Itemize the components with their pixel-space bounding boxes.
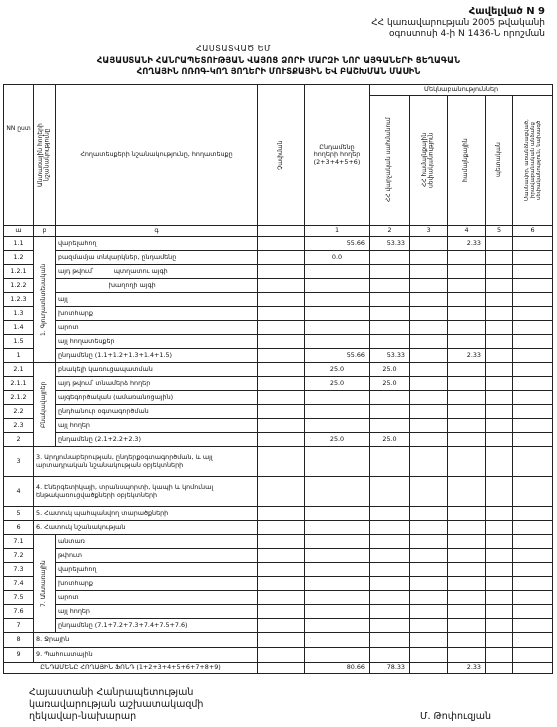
grand-total-value: 80.66 xyxy=(305,663,370,674)
group-label-forest: 7. Անտառային xyxy=(34,535,56,633)
row-number: 2.1.2 xyxy=(4,391,34,405)
grand-total-c2: 78.33 xyxy=(370,663,410,674)
table-row xyxy=(4,535,553,549)
col-header-group: Մեկնաբանություններ xyxy=(370,85,553,96)
table-row xyxy=(4,321,553,335)
row-c2: 53.33 xyxy=(370,349,410,363)
group-label-agricultural: 1. Գյուղատնտեսական xyxy=(34,237,56,363)
table-row xyxy=(4,349,553,363)
row-name: այլ հողատեսքեր xyxy=(56,335,258,349)
row-name: արոտ xyxy=(56,591,258,605)
row-number: 1.2.3 xyxy=(4,293,34,307)
index-cell: 2 xyxy=(370,226,410,237)
row-number: 2.3 xyxy=(4,419,34,433)
row-number: 7.3 xyxy=(4,563,34,577)
col-header-land-type: Անտառային հողերի նշանակությունը xyxy=(34,85,56,226)
table-row xyxy=(4,293,553,307)
row-number: 3 xyxy=(4,447,34,477)
table-row xyxy=(4,507,553,521)
row-number: 1.4 xyxy=(4,321,34,335)
row-name: ընդամենը (7.1+7.2+7.3+7.4+7.5+7.6) xyxy=(56,619,258,633)
table-row xyxy=(4,648,553,663)
row-number: 1.3 xyxy=(4,307,34,321)
row-number: 2.1 xyxy=(4,363,34,377)
row-number: 1.2.1 xyxy=(4,265,34,279)
land-balance-table xyxy=(3,84,553,674)
row-name: ընդամենը (2.1+2.2+2.3) xyxy=(56,433,258,447)
table-row xyxy=(4,265,553,279)
col-header-c4: համայնքային xyxy=(448,95,486,225)
row-number: 7.4 xyxy=(4,577,34,591)
index-cell: 5 xyxy=(486,226,513,237)
col-header-unit: Չափման xyxy=(258,85,305,226)
grand-total-row xyxy=(4,663,553,674)
col-header-c2: ՀՀ վարչական սահմանում xyxy=(370,95,410,225)
col-header-c5: պետական xyxy=(486,95,513,225)
table-row xyxy=(4,251,553,265)
table-row xyxy=(4,307,553,321)
row-name: 3. Արդյունաբերության, ընդերքօգտագործման, և այլ արտադրական նշանակության օբյեկտների xyxy=(34,447,258,477)
row-total: 25.0 xyxy=(305,363,370,377)
annex-date-line: օգոստոսի 4-ի N 1436-Ն որոշման xyxy=(388,29,545,39)
row-number: 4 xyxy=(4,477,34,507)
row-name: խոտհարք xyxy=(56,307,258,321)
row-c2: 25.0 xyxy=(370,433,410,447)
row-name: 9. Պահուստային xyxy=(34,648,258,663)
row-number: 9 xyxy=(4,648,34,663)
row-c4: 2.33 xyxy=(448,237,486,251)
row-name: բնակելի կառուցապատման xyxy=(56,363,258,377)
grand-total-label: ԸՆԴԱՄԵՆԸ ՀՈՂԱՅԻՆ ՖՈՆԴ (1+2+3+4+5+6+7+8+9) xyxy=(4,663,258,674)
row-name: 8. Ջրային xyxy=(34,633,258,648)
row-number: 2 xyxy=(4,433,34,447)
row-name: այլ հողեր xyxy=(56,605,258,619)
row-name: այգեգործական (ամառանոցային) xyxy=(56,391,258,405)
row-number: 7 xyxy=(4,619,34,633)
table-row xyxy=(4,521,553,535)
confirm-label: ՀԱՍՏԱՏՎԱԾ ԵՄ xyxy=(196,44,271,53)
col-header-total: Ընդամենը հողերի հողեր (2+3+4+5+6) xyxy=(305,85,370,226)
table-row xyxy=(4,605,553,619)
table-row xyxy=(4,377,553,391)
table-row xyxy=(4,633,553,648)
row-name: այլ հողեր xyxy=(56,419,258,433)
row-name: 4. Էներգետիկայի, տրանսպորտի, կապի և կոմունալ ենթակառուցվածքների օբյեկտների xyxy=(34,477,258,507)
col-header-nn: NN ըստ xyxy=(4,85,34,226)
table-row xyxy=(4,447,553,477)
row-total: 25.0 xyxy=(305,433,370,447)
signer-title-line2: կառավարության աշխատակազմի xyxy=(29,699,204,710)
table-row xyxy=(4,433,553,447)
group-label-settlements: Բնակավայրեր xyxy=(34,363,56,447)
row-name: անտառ xyxy=(56,535,258,549)
table-row xyxy=(4,279,553,293)
index-cell xyxy=(258,226,305,237)
row-c2: 25.0 xyxy=(370,377,410,391)
index-cell: ա xyxy=(4,226,34,237)
row-name: ընդհանուր օգտագործման xyxy=(56,405,258,419)
row-number: 7.2 xyxy=(4,549,34,563)
col-header-c3: ՀՀ համայնքային սեփականություն xyxy=(410,95,448,225)
row-name: արոտ xyxy=(56,321,258,335)
row-name: այլ xyxy=(56,293,258,307)
annex-decision-line: ՀՀ կառավարության 2005 թվականի xyxy=(371,18,545,28)
row-number: 1.1 xyxy=(4,237,34,251)
table-row xyxy=(4,619,553,633)
row-number: 2.2 xyxy=(4,405,34,419)
table-row xyxy=(4,577,553,591)
table-row xyxy=(4,419,553,433)
table-row xyxy=(4,391,553,405)
col-header-c6: Մասնավոր, առանձնացված, իրավաբանական անձանց սեփականություն, նախագծ xyxy=(513,95,553,225)
row-number: 8 xyxy=(4,633,34,648)
row-name: վարելահող xyxy=(56,237,258,251)
row-name: բազմամյա տնկարկներ, ընդամենը xyxy=(56,251,258,265)
grand-total-c4: 2.33 xyxy=(448,663,486,674)
row-c2: 25.0 xyxy=(370,363,410,377)
row-name: խոտհարք xyxy=(56,577,258,591)
document-subtitle: ՀՈՂԱՅԻՆ ՈՌՈԳ-ԿՈՂ ՅՈՂԵՐԻ ՄՈՒՏՔԱՅԻՆ ԵՎ ԲԱՇԽՄԱՆ ՄԱՍԻՆ xyxy=(136,66,421,76)
index-cell: 6 xyxy=(513,226,553,237)
document-title: ՀԱՅԱՍՏԱՆԻ ՀԱՆՐԱՊԵՏՈՒԹՅԱՆ ՎԱՅՈՑ ՁՈՐԻ ՄԱՐԶԻ ՆՈՐ ԱՅԳԱՆԵՐԻ ՑԵՂԱԳԱՆ xyxy=(96,55,461,65)
table-row xyxy=(4,363,553,377)
row-number: 1.2 xyxy=(4,251,34,265)
row-name: ընդամենը (1.1+1.2+1.3+1.4+1.5) xyxy=(56,349,258,363)
row-number: 7.6 xyxy=(4,605,34,619)
row-total: 0.0 xyxy=(305,251,370,265)
row-name: այդ թվում՝ պտղատու այգի xyxy=(56,265,258,279)
index-cell: 3 xyxy=(410,226,448,237)
row-name: 6. Հատուկ նշանակության xyxy=(34,521,258,535)
table-row xyxy=(4,563,553,577)
row-name: 5. Հատուկ պահպանվող տարածքների xyxy=(34,507,258,521)
row-total: 55.66 xyxy=(305,349,370,363)
row-name: խաղողի այգի xyxy=(56,279,258,293)
signer-title-line1: Հայաստանի Հանրապետության xyxy=(29,687,194,698)
signature-block xyxy=(29,687,203,723)
index-cell: գ xyxy=(56,226,258,237)
row-number: 7.1 xyxy=(4,535,34,549)
table-row xyxy=(4,335,553,349)
signer-title-line3: ղեկավար-նախարար xyxy=(29,711,137,722)
signer-name: Մ. Թոփուզյան xyxy=(420,711,492,722)
row-number: 1.5 xyxy=(4,335,34,349)
row-name: վարելահող xyxy=(56,563,258,577)
table-row xyxy=(4,477,553,507)
index-cell: բ xyxy=(34,226,56,237)
row-name: այդ թվում՝ տնամերձ հողեր xyxy=(56,377,258,391)
col-header-name: Հողատեսքերի նշանակությունը, հողատեսքը xyxy=(56,85,258,226)
row-total: 25.0 xyxy=(305,377,370,391)
row-c2: 53.33 xyxy=(370,237,410,251)
row-number: 2.1.1 xyxy=(4,377,34,391)
row-number: 5 xyxy=(4,507,34,521)
annex-title: Հավելված N 9 xyxy=(468,6,545,17)
index-cell: 1 xyxy=(305,226,370,237)
row-total: 55.66 xyxy=(305,237,370,251)
table-row xyxy=(4,237,553,251)
row-number: 7.5 xyxy=(4,591,34,605)
row-number: 1.2.2 xyxy=(4,279,34,293)
row-number: 1 xyxy=(4,349,34,363)
row-number: 6 xyxy=(4,521,34,535)
row-c4: 2.33 xyxy=(448,349,486,363)
index-cell: 4 xyxy=(448,226,486,237)
row-name: թփուտ xyxy=(56,549,258,563)
table-row xyxy=(4,591,553,605)
table-row xyxy=(4,405,553,419)
table-row xyxy=(4,549,553,563)
index-row xyxy=(4,226,553,237)
